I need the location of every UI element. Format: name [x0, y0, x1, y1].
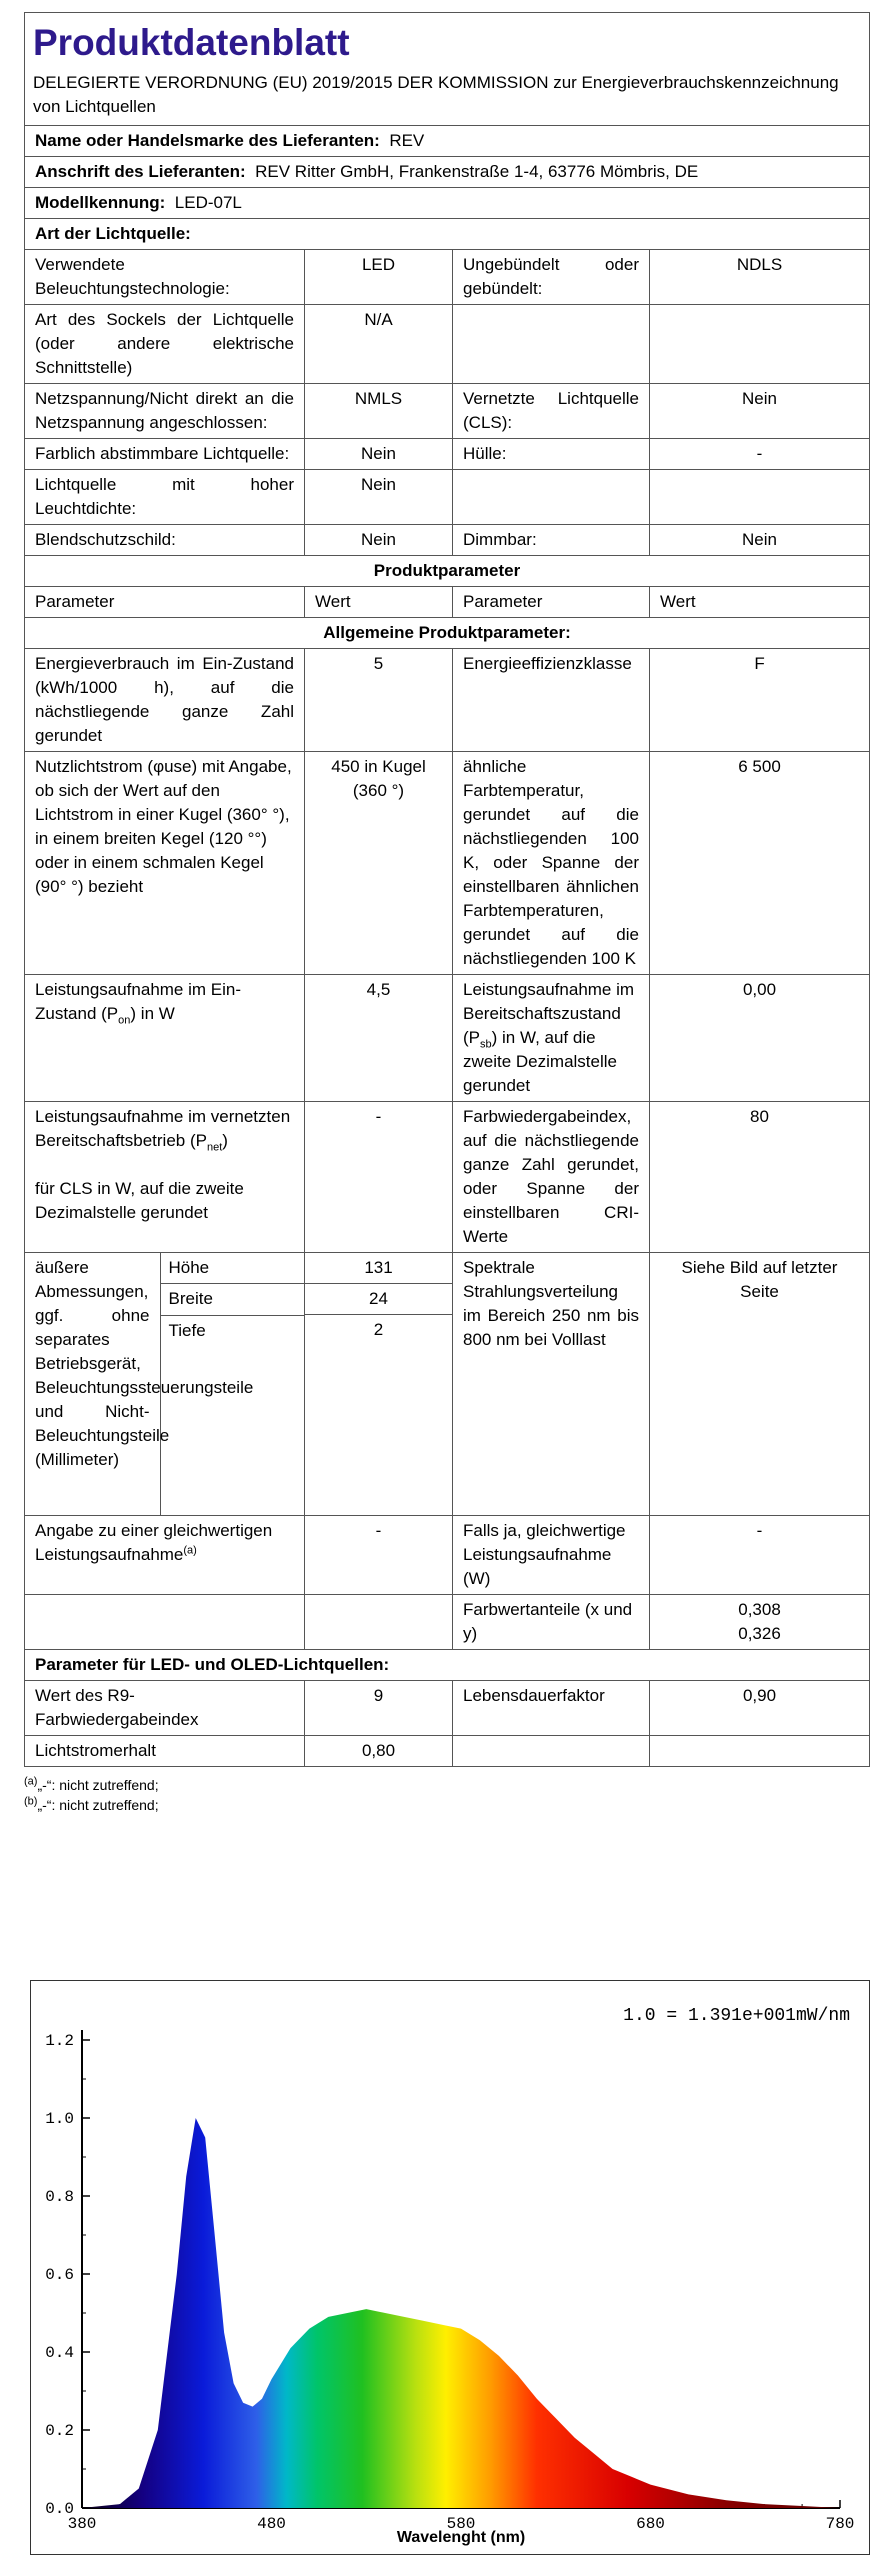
param-high-luminance: Lichtquelle mit hoher Leuchtdichte:	[25, 470, 305, 525]
footnote-a-text: „-“: nicht zutreffend;	[37, 1777, 159, 1793]
footnote-a-mark: (a)	[24, 1775, 38, 1788]
param-useful-flux: Nutzlichtstrom (φuse) mit Angabe, ob sich der Wert auf den Lichtstrom in einer Kugel (360° °), in einem breiten Kegel (120 °°) oder in einem schmalen Kegel (90° °) bezieht	[25, 752, 305, 975]
param-power-on-text: Leistungsaufnahme im Ein-Zustand (P	[35, 980, 242, 1023]
model-value: LED-07L	[174, 193, 242, 212]
x-tick-label: 780	[825, 2515, 855, 2533]
col-param-2: Parameter	[453, 587, 650, 618]
param-empty	[453, 470, 650, 525]
y-tick-label: 0.8	[45, 2188, 74, 2206]
model-label: Modellkennung:	[35, 193, 166, 212]
table-row	[25, 1681, 870, 1736]
dim-width-label: Breite	[160, 1284, 304, 1315]
dimensions-subtable	[25, 1253, 304, 1515]
value-useful-flux: 450 in Kugel (360 °)	[305, 752, 453, 975]
value-cap-type: N/A	[305, 305, 453, 384]
product-params-heading: Produktparameter	[25, 556, 870, 587]
y-tick-label: 1.0	[45, 2110, 74, 2128]
param-power-standby-text: Leistungsaufnahme im Bereitschaftszustand (P	[463, 980, 635, 1047]
supplier-name-label: Name oder Handelsmarke des Lieferanten:	[35, 131, 380, 150]
y-tick-label: 0.6	[45, 2266, 74, 2284]
param-power-net-sub: net	[206, 1141, 223, 1154]
param-dimmable: Dimmbar:	[453, 525, 650, 556]
value-cct: 6 500	[650, 752, 870, 975]
value-r9: 9	[305, 1681, 453, 1736]
param-equivalent-power-w: Falls ja, gleichwertige Leistungsaufnahme (W)	[453, 1516, 650, 1595]
x-tick-label: 480	[257, 2515, 286, 2533]
dim-depth-value: 2	[373, 1320, 384, 1339]
footnote-b	[24, 1795, 869, 1815]
value-dimmable: Nein	[650, 525, 870, 556]
x-tick-label: 580	[446, 2515, 476, 2533]
y-tick-label: 0.0	[45, 2500, 74, 2518]
value-lumen-maintenance: 0,80	[305, 1736, 453, 1767]
empty-cell	[453, 1736, 650, 1767]
dim-height-value: 131	[305, 1253, 452, 1284]
param-mains: Netzspannung/Nicht direkt an die Netzspannung angeschlossen:	[25, 384, 305, 439]
param-chromaticity: Farbwertanteile (x und y)	[453, 1595, 650, 1650]
param-equivalent-power	[25, 1516, 305, 1595]
value-spectral-distribution: Siehe Bild auf letzter Seite	[650, 1253, 870, 1516]
param-power-on	[25, 975, 305, 1102]
param-anti-glare: Blendschutzschild:	[25, 525, 305, 556]
value-colour-tunable: Nein	[305, 439, 453, 470]
supplier-name-value: REV	[389, 131, 425, 150]
supplier-address-row	[25, 157, 870, 188]
table-row	[25, 752, 870, 975]
value-survival-factor: 0,90	[650, 1681, 870, 1736]
value-envelope: -	[650, 439, 870, 470]
chromaticity-y: 0,326	[738, 1624, 781, 1643]
y-tick-label: 1.2	[45, 2032, 74, 2050]
model-row	[25, 188, 870, 219]
value-equivalent-power: -	[305, 1516, 453, 1595]
value-power-net: -	[305, 1102, 453, 1253]
param-power-standby-unit: ) in W, auf die zweite Dezimalstelle gerundet	[463, 1028, 617, 1095]
value-equivalent-power-w: -	[650, 1516, 870, 1595]
dim-height-label: Höhe	[160, 1253, 304, 1284]
dim-width-value: 24	[305, 1284, 452, 1315]
param-power-net	[25, 1102, 305, 1253]
param-survival-factor: Lebensdauerfaktor	[453, 1681, 650, 1736]
param-empty	[453, 305, 650, 384]
value-cri: 80	[650, 1102, 870, 1253]
param-power-net-cont: für CLS in W, auf die zweite Dezimalstelle gerundet	[35, 1179, 244, 1222]
param-power-net-close: )	[222, 1131, 228, 1150]
param-colour-tunable: Farblich abstimmbare Lichtquelle:	[25, 439, 305, 470]
value-anti-glare: Nein	[305, 525, 453, 556]
value-mains: NMLS	[305, 384, 453, 439]
x-tick-label: 680	[636, 2515, 665, 2533]
table-row	[25, 439, 870, 470]
param-power-standby	[453, 975, 650, 1102]
param-power-on-sub: on	[118, 1014, 131, 1027]
param-power-on-unit: ) in W	[130, 1004, 175, 1023]
dimensions-values-cell	[305, 1253, 453, 1516]
value-empty	[650, 470, 870, 525]
table-row	[25, 1253, 870, 1516]
param-lumen-maintenance: Lichtstromerhalt	[25, 1736, 305, 1767]
table-row	[25, 470, 870, 525]
column-header-row	[25, 587, 870, 618]
empty-cell	[650, 1736, 870, 1767]
datasheet-table	[24, 12, 870, 1767]
param-cap-type: Art des Sockels der Lichtquelle (oder andere elektrische Schnittstelle)	[25, 305, 305, 384]
table-row	[25, 1736, 870, 1767]
footnote-b-mark: (b)	[24, 1795, 38, 1808]
value-high-luminance: Nein	[305, 470, 453, 525]
footnote-b-text: „-“: nicht zutreffend;	[37, 1797, 159, 1813]
spectral-chart	[30, 1980, 870, 2555]
param-equivalent-power-text: Angabe zu einer gleichwertigen Leistungsaufnahme	[35, 1521, 273, 1564]
supplier-address-label: Anschrift des Lieferanten:	[35, 162, 246, 181]
chart-annotation: 1.0 = 1.391e+001mW/nm	[623, 2006, 850, 2026]
param-dimensions: äußere Abmessungen, ggf. ohne separates Betriebsgerät, Beleuchtungssteuerungsteile und Nicht-Beleuchtungsteile (Millimeter)	[25, 1253, 160, 1515]
datasheet	[24, 12, 869, 1815]
param-r9: Wert des R9-Farbwiedergabeindex	[25, 1681, 305, 1736]
supplier-address-value: REV Ritter GmbH, Frankenstraße 1-4, 63776 Mömbris, DE	[255, 162, 699, 181]
table-row	[25, 384, 870, 439]
page-title: Produktdatenblatt	[33, 22, 350, 63]
table-row	[25, 250, 870, 305]
regulation-subtitle: DELEGIERTE VERORDNUNG (EU) 2019/2015 DER KOMMISSION zur Energieverbrauchskennzeichnung von Lichtquellen	[33, 73, 839, 116]
led-params-heading: Parameter für LED- und OLED-Lichtquellen:	[25, 1650, 870, 1681]
x-tick-label: 380	[67, 2515, 97, 2533]
value-power-standby: 0,00	[650, 975, 870, 1102]
param-cls: Vernetzte Lichtquelle (CLS):	[453, 384, 650, 439]
col-value-1: Wert	[305, 587, 453, 618]
param-spectral-distribution: Spektrale Strahlungsverteilung im Bereich 250 nm bis 800 nm bei Volllast	[453, 1253, 650, 1516]
param-power-net-text: Leistungsaufnahme im vernetzten Bereitschaftsbetrieb (P	[35, 1107, 291, 1150]
param-cct: ähnliche Farbtemperatur, gerundet auf die nächstliegenden 100 K, oder Spanne der einstellbaren ähnlichen Farbtemperaturen, gerundet auf die nächstliegenden 100 K	[453, 752, 650, 975]
light-source-type-heading: Art der Lichtquelle:	[25, 219, 870, 250]
y-tick-label: 0.2	[45, 2422, 74, 2440]
param-energy-class: Energieeffizienzklasse	[453, 649, 650, 752]
chromaticity-x: 0,308	[738, 1600, 781, 1619]
table-row	[25, 975, 870, 1102]
supplier-name-row	[25, 126, 870, 157]
footnotes	[24, 1775, 869, 1815]
table-row	[25, 649, 870, 752]
table-row	[25, 1102, 870, 1253]
footnote-a	[24, 1775, 869, 1795]
value-empty	[650, 305, 870, 384]
param-envelope: Hülle:	[453, 439, 650, 470]
param-technology: Verwendete Beleuchtungstechnologie:	[25, 250, 305, 305]
empty-cell	[25, 1595, 305, 1650]
y-tick-label: 0.4	[45, 2344, 74, 2362]
empty-cell	[305, 1595, 453, 1650]
param-directional: Ungebündelt oder gebündelt:	[453, 250, 650, 305]
value-energy-class: F	[650, 649, 870, 752]
table-row	[25, 1516, 870, 1595]
param-energy: Energieverbrauch im Ein-Zustand (kWh/1000 h), auf die nächstliegende ganze Zahl gerundet	[25, 649, 305, 752]
col-param-1: Parameter	[25, 587, 305, 618]
value-energy: 5	[305, 649, 453, 752]
dimensions-cell	[25, 1253, 305, 1516]
footnote-ref-a: (a)	[183, 1544, 197, 1557]
value-chromaticity	[650, 1595, 870, 1650]
value-cls: Nein	[650, 384, 870, 439]
table-row	[25, 305, 870, 384]
value-directional: NDLS	[650, 250, 870, 305]
dim-depth-label: Tiefe	[168, 1320, 206, 1340]
table-row	[25, 1595, 870, 1650]
value-power-on: 4,5	[305, 975, 453, 1102]
col-value-2: Wert	[650, 587, 870, 618]
general-params-heading: Allgemeine Produktparameter:	[25, 618, 870, 649]
param-power-standby-sub: sb	[480, 1038, 492, 1051]
param-cri: Farbwiedergabeindex, auf die nächstliegende ganze Zahl gerundet, oder Spanne der einstellbaren CRI-Werte	[453, 1102, 650, 1253]
spectral-chart-svg	[30, 1980, 870, 2555]
x-axis-label: Wavelenght (nm)	[396, 2529, 526, 2546]
value-technology: LED	[305, 250, 453, 305]
table-row	[25, 525, 870, 556]
